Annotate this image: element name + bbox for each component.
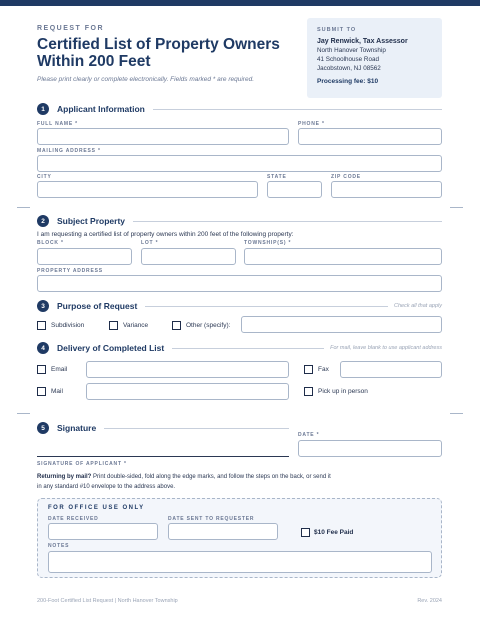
form-title: Certified List of Property Owners Within 200 Feet <box>37 36 280 70</box>
date-received-label: DATE RECEIVED <box>48 516 99 522</box>
assessor-name: Jay Renwick, Tax Assessor <box>317 38 408 45</box>
state-label: STATE <box>267 174 287 180</box>
zip-field[interactable] <box>331 181 442 198</box>
section-number-badge: 5 <box>37 422 49 434</box>
variance-checkbox[interactable] <box>109 321 118 330</box>
fax-label: Fax <box>318 366 329 373</box>
email-checkbox[interactable] <box>37 365 46 374</box>
date-received-field[interactable] <box>48 523 158 540</box>
mailing-address-field[interactable] <box>37 155 442 172</box>
subdivision-checkbox[interactable] <box>37 321 46 330</box>
township-label: TOWNSHIP(S) * <box>244 240 292 246</box>
notes-field[interactable] <box>48 551 432 573</box>
pickup-checkbox[interactable] <box>304 387 313 396</box>
return-instructions-text: Print double-sided, fold along the edge marks, and follow the steps on the back, or send it in any standard #10 envelope to the address above. <box>37 474 331 490</box>
section-note: Check all that apply <box>394 303 442 309</box>
city-label: CITY <box>37 174 52 180</box>
township-field[interactable] <box>244 248 442 265</box>
section-divider <box>153 109 442 110</box>
section-divider <box>172 348 324 349</box>
return-instructions-lead: Returning by mail? <box>37 474 92 480</box>
email-field[interactable] <box>86 361 289 378</box>
mail-address-field[interactable] <box>86 383 289 400</box>
phone-label: PHONE * <box>298 121 325 127</box>
fee-paid-checkbox[interactable] <box>301 528 310 537</box>
signature-line[interactable] <box>37 456 289 457</box>
section-number-badge: 4 <box>37 342 49 354</box>
mail-label: Mail <box>51 388 63 395</box>
fax-checkbox[interactable] <box>304 365 313 374</box>
other-label: Other (specify): <box>186 322 231 329</box>
section-applicant-header <box>37 103 442 115</box>
other-checkbox[interactable] <box>172 321 181 330</box>
email-label: Email <box>51 366 68 373</box>
footer-form-name: 200-Foot Certified List Request | North Hanover Township <box>37 598 178 604</box>
submit-to-label: SUBMIT TO <box>317 27 357 33</box>
address-line-2: 41 Schoolhouse Road <box>317 56 379 63</box>
office-use-title: FOR OFFICE USE ONLY <box>48 505 145 511</box>
section-number-badge: 1 <box>37 103 49 115</box>
other-specify-field[interactable] <box>241 316 442 333</box>
block-label: BLOCK * <box>37 240 64 246</box>
section-title: Subject Property <box>57 216 126 226</box>
property-address-label: PROPERTY ADDRESS <box>37 268 103 274</box>
lot-label: LOT * <box>141 240 159 246</box>
fold-mark <box>450 413 463 414</box>
footer-revision: Rev. 2024 <box>417 598 442 604</box>
city-field[interactable] <box>37 181 258 198</box>
address-line-1: North Hanover Township <box>317 47 386 54</box>
section-note: For mail, leave blank to use applicant address <box>330 345 442 351</box>
fold-mark <box>17 413 30 414</box>
date-sent-label: DATE SENT TO REQUESTER <box>168 516 255 522</box>
section-title: Delivery of Completed List <box>57 343 165 353</box>
property-address-field[interactable] <box>37 275 442 292</box>
date-sent-field[interactable] <box>168 523 278 540</box>
full-name-field[interactable] <box>37 128 289 145</box>
subdivision-label: Subdivision <box>51 322 85 329</box>
notes-label: NOTES <box>48 543 70 549</box>
mail-checkbox[interactable] <box>37 387 46 396</box>
address-line-3: Jacobstown, NJ 08562 <box>317 65 381 72</box>
eyebrow-label: REQUEST FOR <box>37 25 105 32</box>
date-label: DATE * <box>298 432 320 438</box>
mailing-address-label: MAILING ADDRESS * <box>37 148 101 154</box>
submit-to-box <box>307 18 442 98</box>
top-accent-bar <box>0 0 480 6</box>
processing-fee: Processing fee: $10 <box>317 78 379 85</box>
zip-label: ZIP CODE <box>331 174 361 180</box>
section-property-header <box>37 215 442 227</box>
fold-mark <box>17 207 30 208</box>
property-intro-text: I am requesting a certified list of property owners within 200 feet of the following property: <box>37 231 294 238</box>
fee-paid-label: $10 Fee Paid <box>314 529 354 536</box>
lot-field[interactable] <box>141 248 236 265</box>
section-divider <box>133 221 442 222</box>
full-name-label: FULL NAME * <box>37 121 78 127</box>
pickup-label: Pick up in person <box>318 388 368 395</box>
section-number-badge: 2 <box>37 215 49 227</box>
section-title: Applicant Information <box>57 104 145 114</box>
signature-date-field[interactable] <box>298 440 442 457</box>
section-delivery-header <box>37 342 442 354</box>
section-number-badge: 3 <box>37 300 49 312</box>
section-divider <box>145 306 388 307</box>
block-field[interactable] <box>37 248 132 265</box>
fold-mark <box>450 207 463 208</box>
state-field[interactable] <box>267 181 322 198</box>
form-instructions: Please print clearly or complete electronically. Fields marked * are required. <box>37 76 255 83</box>
section-title: Signature <box>57 423 97 433</box>
variance-label: Variance <box>123 322 149 329</box>
section-signature-header <box>37 422 289 434</box>
section-title: Purpose of Request <box>57 301 138 311</box>
section-divider <box>104 428 289 429</box>
signature-label: SIGNATURE OF APPLICANT * <box>37 461 127 467</box>
fax-field[interactable] <box>340 361 442 378</box>
phone-field[interactable] <box>298 128 442 145</box>
section-purpose-header <box>37 300 442 312</box>
return-instructions <box>37 473 337 492</box>
